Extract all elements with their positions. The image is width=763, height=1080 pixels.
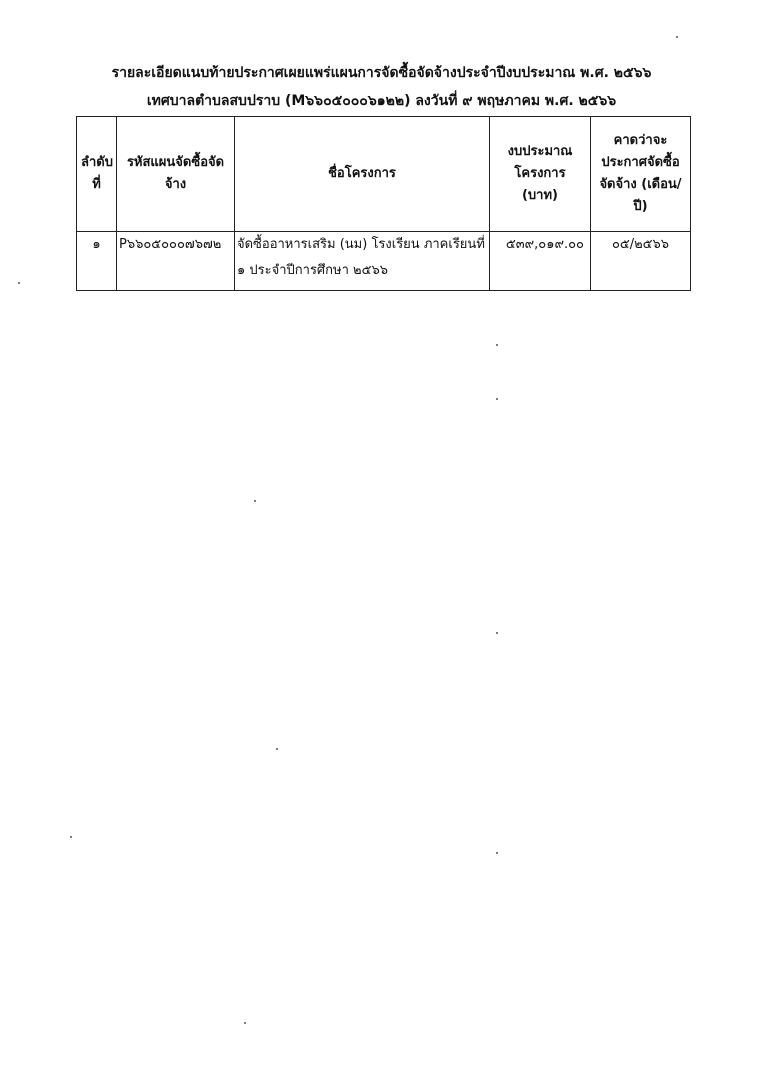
header-expected-month: คาดว่าจะประกาศจัดซื้อจัดจ้าง (เดือน/ปี)	[591, 117, 691, 232]
table-header-row	[77, 117, 691, 232]
scan-speck	[18, 282, 20, 284]
cell-plan-code: P๖๖๐๕๐๐๐๗๖๗๒	[117, 232, 235, 291]
document-title-line1: รายละเอียดแนบท้ายประกาศเผยแพร่แผนการจัดซื้อจัดจ้างประจำปีงบประมาณ พ.ศ. ๒๕๖๖	[111, 65, 652, 81]
scan-speck	[276, 748, 278, 750]
scan-speck	[254, 500, 256, 502]
scan-speck	[70, 836, 72, 838]
scan-speck	[496, 632, 498, 634]
header-budget: งบประมาณโครงการ (บาท)	[490, 117, 591, 232]
document-title-line2: เทศบาลตำบลสบปราบ (M๖๖๐๕๐๐๐๖๑๒๒) ลงวันที่ ๙ พฤษภาคม พ.ศ. ๒๕๖๖	[146, 93, 617, 109]
header-project-name: ชื่อโครงการ	[235, 117, 490, 232]
procurement-plan-table	[76, 116, 691, 291]
cell-expected-month: ๐๕/๒๕๖๖	[591, 232, 691, 291]
header-no: ลำดับที่	[77, 117, 117, 232]
header-plan-code: รหัสแผนจัดซื้อจัดจ้าง	[117, 117, 235, 232]
scan-speck	[496, 852, 498, 854]
table-row	[77, 232, 691, 291]
cell-project-name: จัดซื้ออาหารเสริม (นม) โรงเรียน ภาคเรียนที่ ๑ ประจำปีการศึกษา ๒๕๖๖	[235, 232, 490, 291]
cell-no: ๑	[77, 232, 117, 291]
cell-budget: ๕๓๙,๐๑๙.๐๐	[490, 232, 591, 291]
scan-speck	[496, 344, 498, 346]
scan-speck	[496, 398, 498, 400]
scan-speck	[244, 1022, 246, 1024]
scan-speck	[676, 36, 678, 38]
